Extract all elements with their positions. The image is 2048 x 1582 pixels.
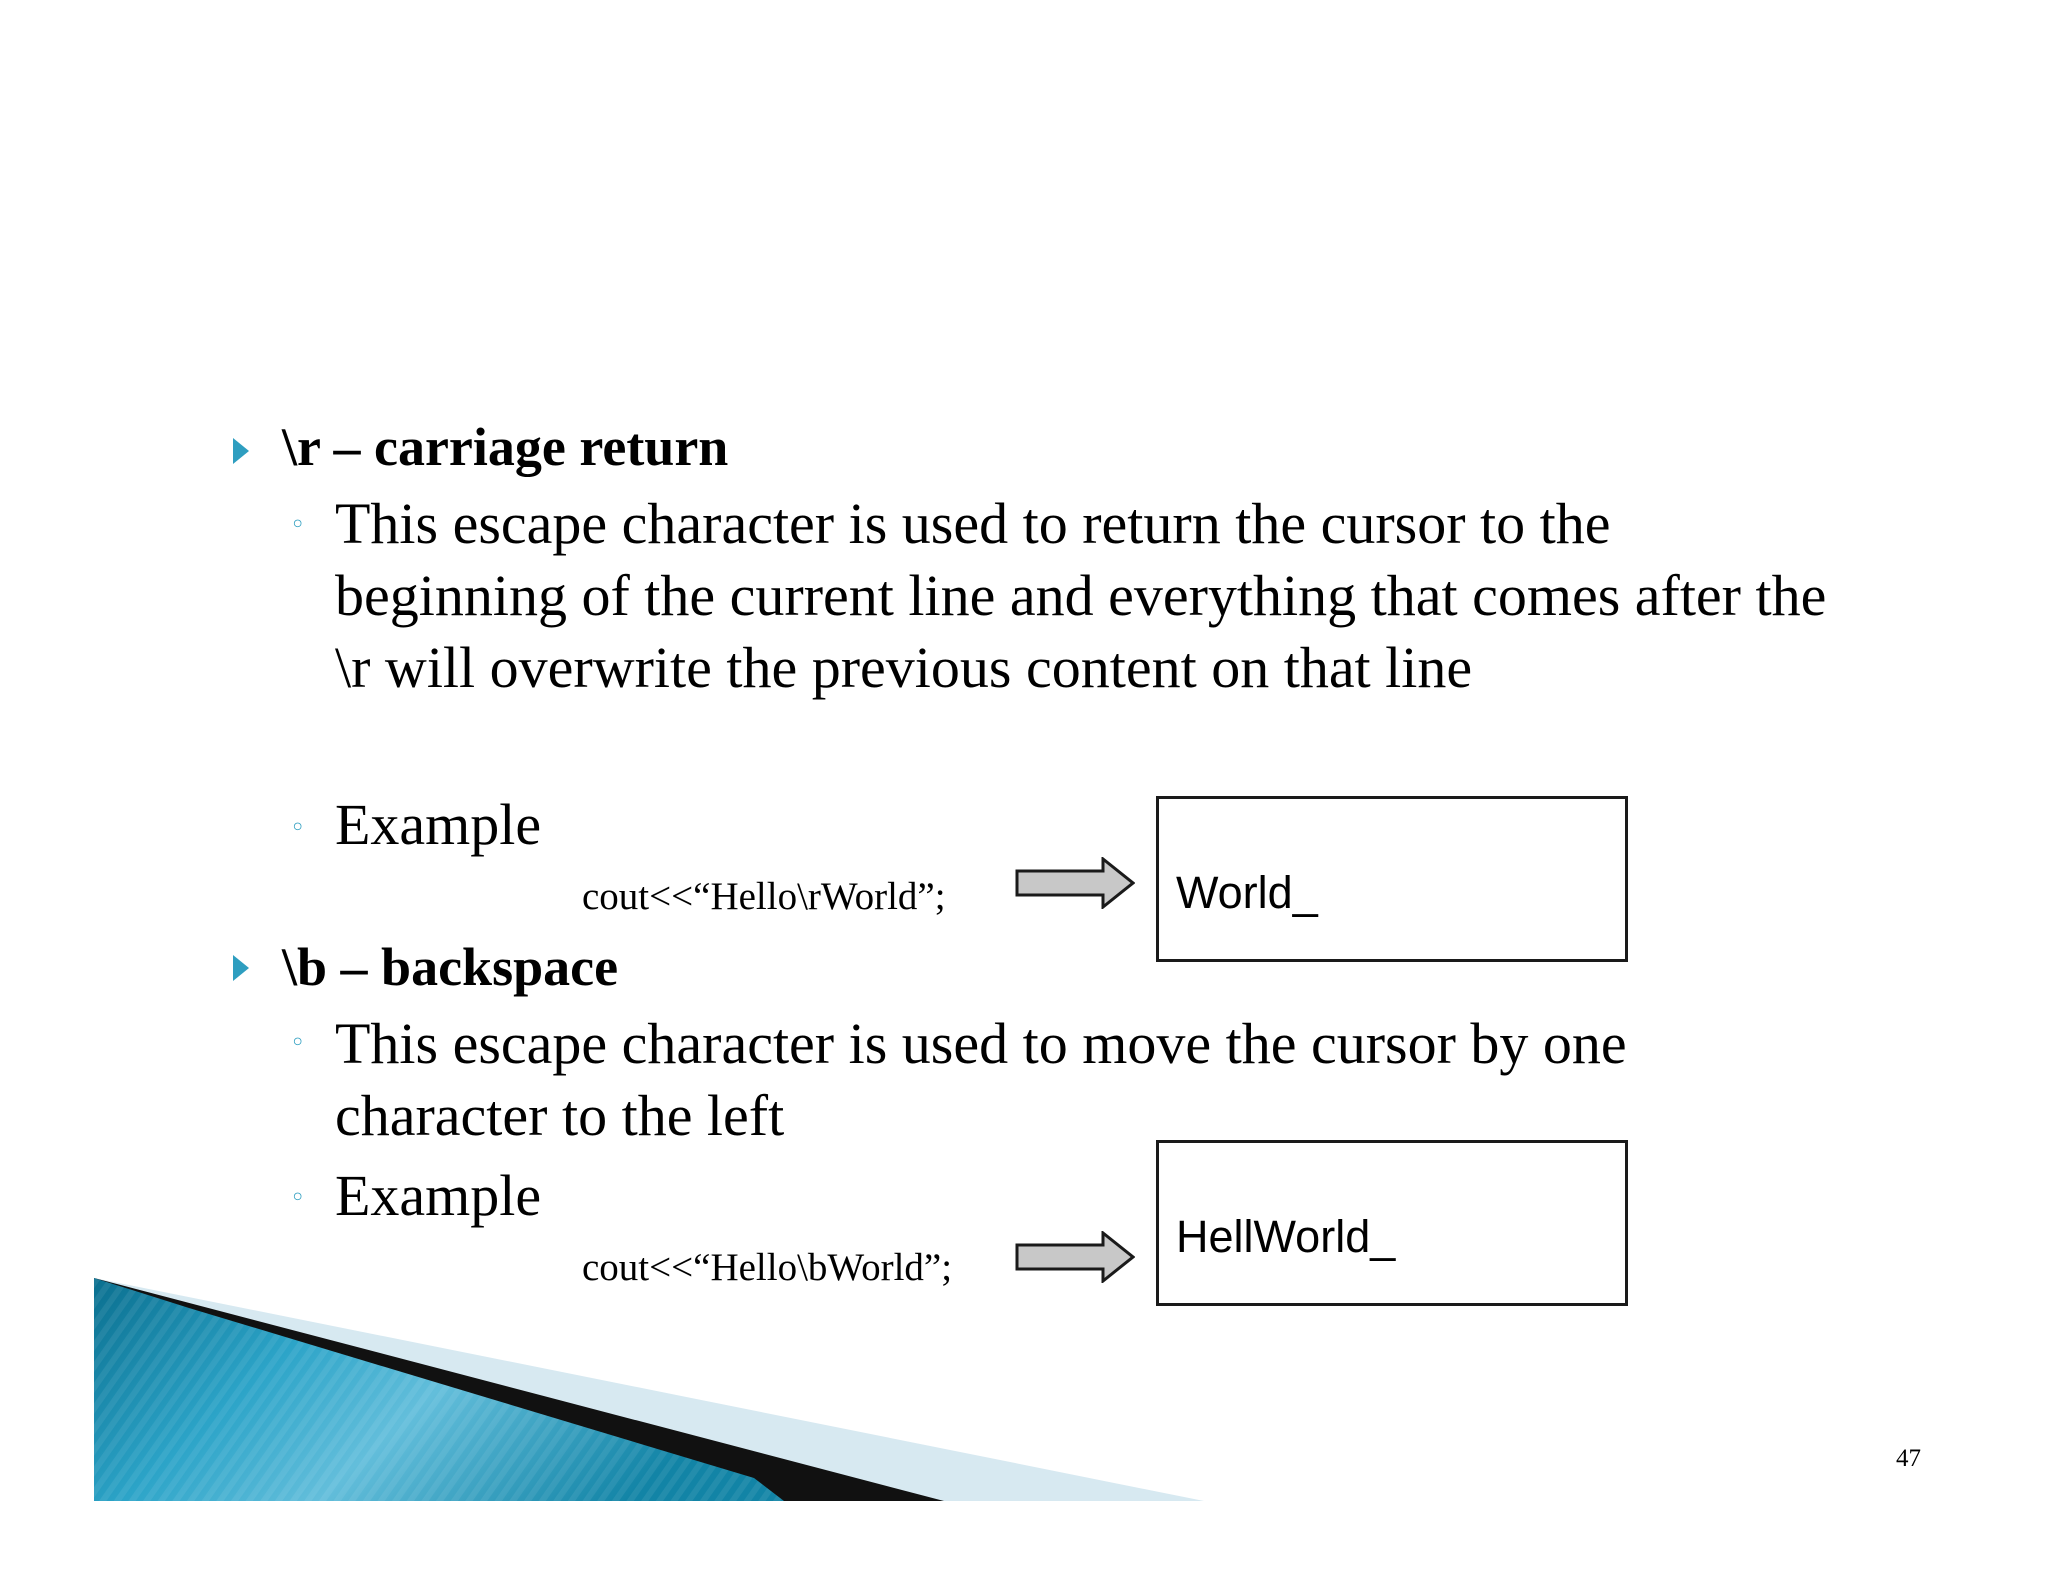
- code-sample-carriage-return: cout<<“Hello\rWorld”;: [582, 875, 946, 918]
- circle-bullet-icon: ◦: [290, 510, 306, 540]
- triangle-bullet-icon: [233, 438, 249, 464]
- page-number: 47: [1896, 1445, 1921, 1472]
- description-backspace: This escape character is used to move the cursor by one character to the left: [335, 1011, 1627, 1148]
- output-text-backspace: HellWorld_: [1176, 1211, 1396, 1262]
- code-sample-backspace: cout<<“Hello\bWorld”;: [582, 1246, 953, 1289]
- circle-bullet-icon: ◦: [290, 1028, 306, 1058]
- block-arrow-right-icon: [1015, 857, 1135, 909]
- section-heading-backspace: \b – backspace: [282, 937, 619, 997]
- section-heading-carriage-return: \r – carriage return: [282, 417, 729, 477]
- decorative-wave-graphic: [94, 1278, 1204, 1501]
- circle-bullet-icon: ◦: [290, 813, 306, 843]
- output-text-carriage-return: World_: [1176, 867, 1318, 918]
- example-label-backspace: Example: [335, 1163, 542, 1228]
- circle-bullet-icon: ◦: [290, 1183, 306, 1213]
- example-label-carriage-return: Example: [335, 792, 542, 857]
- description-carriage-return: This escape character is used to return the cursor to the beginning of the current line and everything that comes after the \r will overwrite the previous content on that line: [335, 491, 1827, 700]
- block-arrow-right-icon: [1015, 1231, 1135, 1283]
- triangle-bullet-icon: [233, 955, 249, 981]
